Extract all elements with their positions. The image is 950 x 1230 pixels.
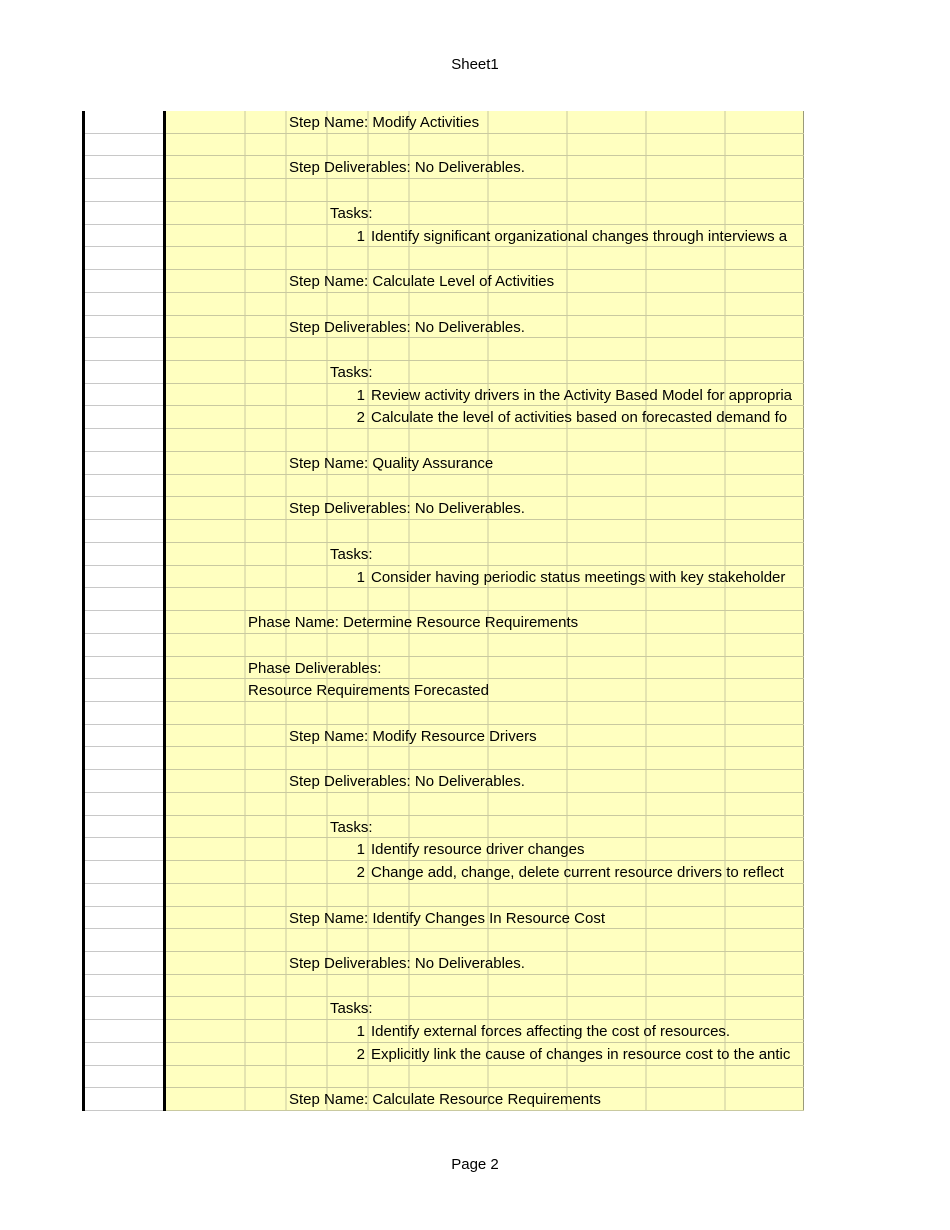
phase-cell: Resource Requirements Forecasted: [248, 682, 489, 699]
sheet-row: [82, 543, 804, 566]
task-description: Identify external forces affecting the cost of resources.: [371, 1023, 731, 1040]
task-description: Identify significant organizational changes through interviews a: [371, 228, 788, 245]
sheet-row: [82, 588, 804, 611]
task-number: 1: [356, 387, 365, 404]
sheet-row: [82, 770, 804, 793]
sheet-row: [82, 793, 804, 816]
sheet-row: [82, 657, 804, 680]
sheet-row: [82, 361, 804, 384]
sheet-row: [82, 270, 804, 293]
sheet-row: [82, 202, 804, 225]
task-description: Identify resource driver changes: [371, 841, 585, 858]
step-cell: Step Name: Calculate Level of Activities: [289, 273, 555, 290]
sheet-row: [82, 520, 804, 543]
sheet-row: [82, 975, 804, 998]
sheet-row: [82, 679, 804, 702]
sheet-row: [82, 134, 804, 157]
task-description: Change add, change, delete current resource drivers to reflect: [371, 864, 784, 881]
step-cell: Step Name: Modify Activities: [289, 114, 480, 131]
sheet-row: [82, 384, 804, 407]
sheet-row: [82, 929, 804, 952]
step-cell: Step Deliverables: No Deliverables.: [289, 955, 525, 972]
sheet-row: [82, 884, 804, 907]
sheet-row: [82, 861, 804, 884]
tasks-label: Tasks:: [330, 1000, 373, 1017]
sheet-row: [82, 497, 804, 520]
sheet-row: [82, 611, 804, 634]
tasks-label: Tasks:: [330, 205, 373, 222]
sheet-row: [82, 1020, 804, 1043]
task-description: Consider having periodic status meetings with key stakeholder: [371, 569, 786, 586]
phase-cell: Phase Name: Determine Resource Requirements: [248, 614, 579, 631]
tasks-label: Tasks:: [330, 819, 373, 836]
sheet-row: [82, 1088, 804, 1111]
sheet-row: [82, 475, 804, 498]
task-description: Review activity drivers in the Activity Based Model for appropria: [371, 387, 793, 404]
sheet-row: [82, 747, 804, 770]
spreadsheet-page: [82, 111, 804, 1111]
step-cell: Step Name: Calculate Resource Requirements: [289, 1091, 601, 1108]
sheet-row: [82, 247, 804, 270]
step-cell: Step Deliverables: No Deliverables.: [289, 773, 525, 790]
sheet-name-header: Sheet1: [451, 56, 499, 73]
sheet-row: [82, 566, 804, 589]
sheet-row: [82, 702, 804, 725]
task-number: 2: [356, 864, 365, 881]
sheet-row: [82, 907, 804, 930]
sheet-row: [82, 179, 804, 202]
sheet-row: [82, 406, 804, 429]
task-number: 1: [356, 228, 365, 245]
sheet-row: [82, 111, 804, 134]
task-number: 2: [356, 409, 365, 426]
phase-cell: Phase Deliverables:: [248, 660, 382, 677]
step-cell: Step Deliverables: No Deliverables.: [289, 319, 525, 336]
task-number: 1: [356, 569, 365, 586]
sheet-row: [82, 225, 804, 248]
sheet-row: [82, 838, 804, 861]
task-description: Calculate the level of activities based on forecasted demand fo: [371, 409, 788, 426]
tasks-label: Tasks:: [330, 364, 373, 381]
sheet-row: [82, 1066, 804, 1089]
sheet-row: [82, 429, 804, 452]
step-cell: Step Name: Quality Assurance: [289, 455, 494, 472]
tasks-label: Tasks:: [330, 546, 373, 563]
step-cell: Step Deliverables: No Deliverables.: [289, 159, 525, 176]
task-number: 1: [356, 1023, 365, 1040]
sheet-row: [82, 452, 804, 475]
page-number-footer: Page 2: [451, 1156, 499, 1173]
sheet-row: [82, 816, 804, 839]
sheet-row: [82, 293, 804, 316]
step-cell: Step Name: Modify Resource Drivers: [289, 728, 537, 745]
sheet-row: [82, 156, 804, 179]
sheet-row: [82, 952, 804, 975]
task-number: 2: [356, 1046, 365, 1063]
task-number: 1: [356, 841, 365, 858]
sheet-row: [82, 997, 804, 1020]
sheet-row: [82, 725, 804, 748]
sheet-row: [82, 338, 804, 361]
sheet-row: [82, 1043, 804, 1066]
step-cell: Step Deliverables: No Deliverables.: [289, 500, 525, 517]
task-description: Explicitly link the cause of changes in resource cost to the antic: [371, 1046, 791, 1063]
sheet-row: [82, 316, 804, 339]
step-cell: Step Name: Identify Changes In Resource Cost: [289, 910, 605, 927]
sheet-row: [82, 634, 804, 657]
